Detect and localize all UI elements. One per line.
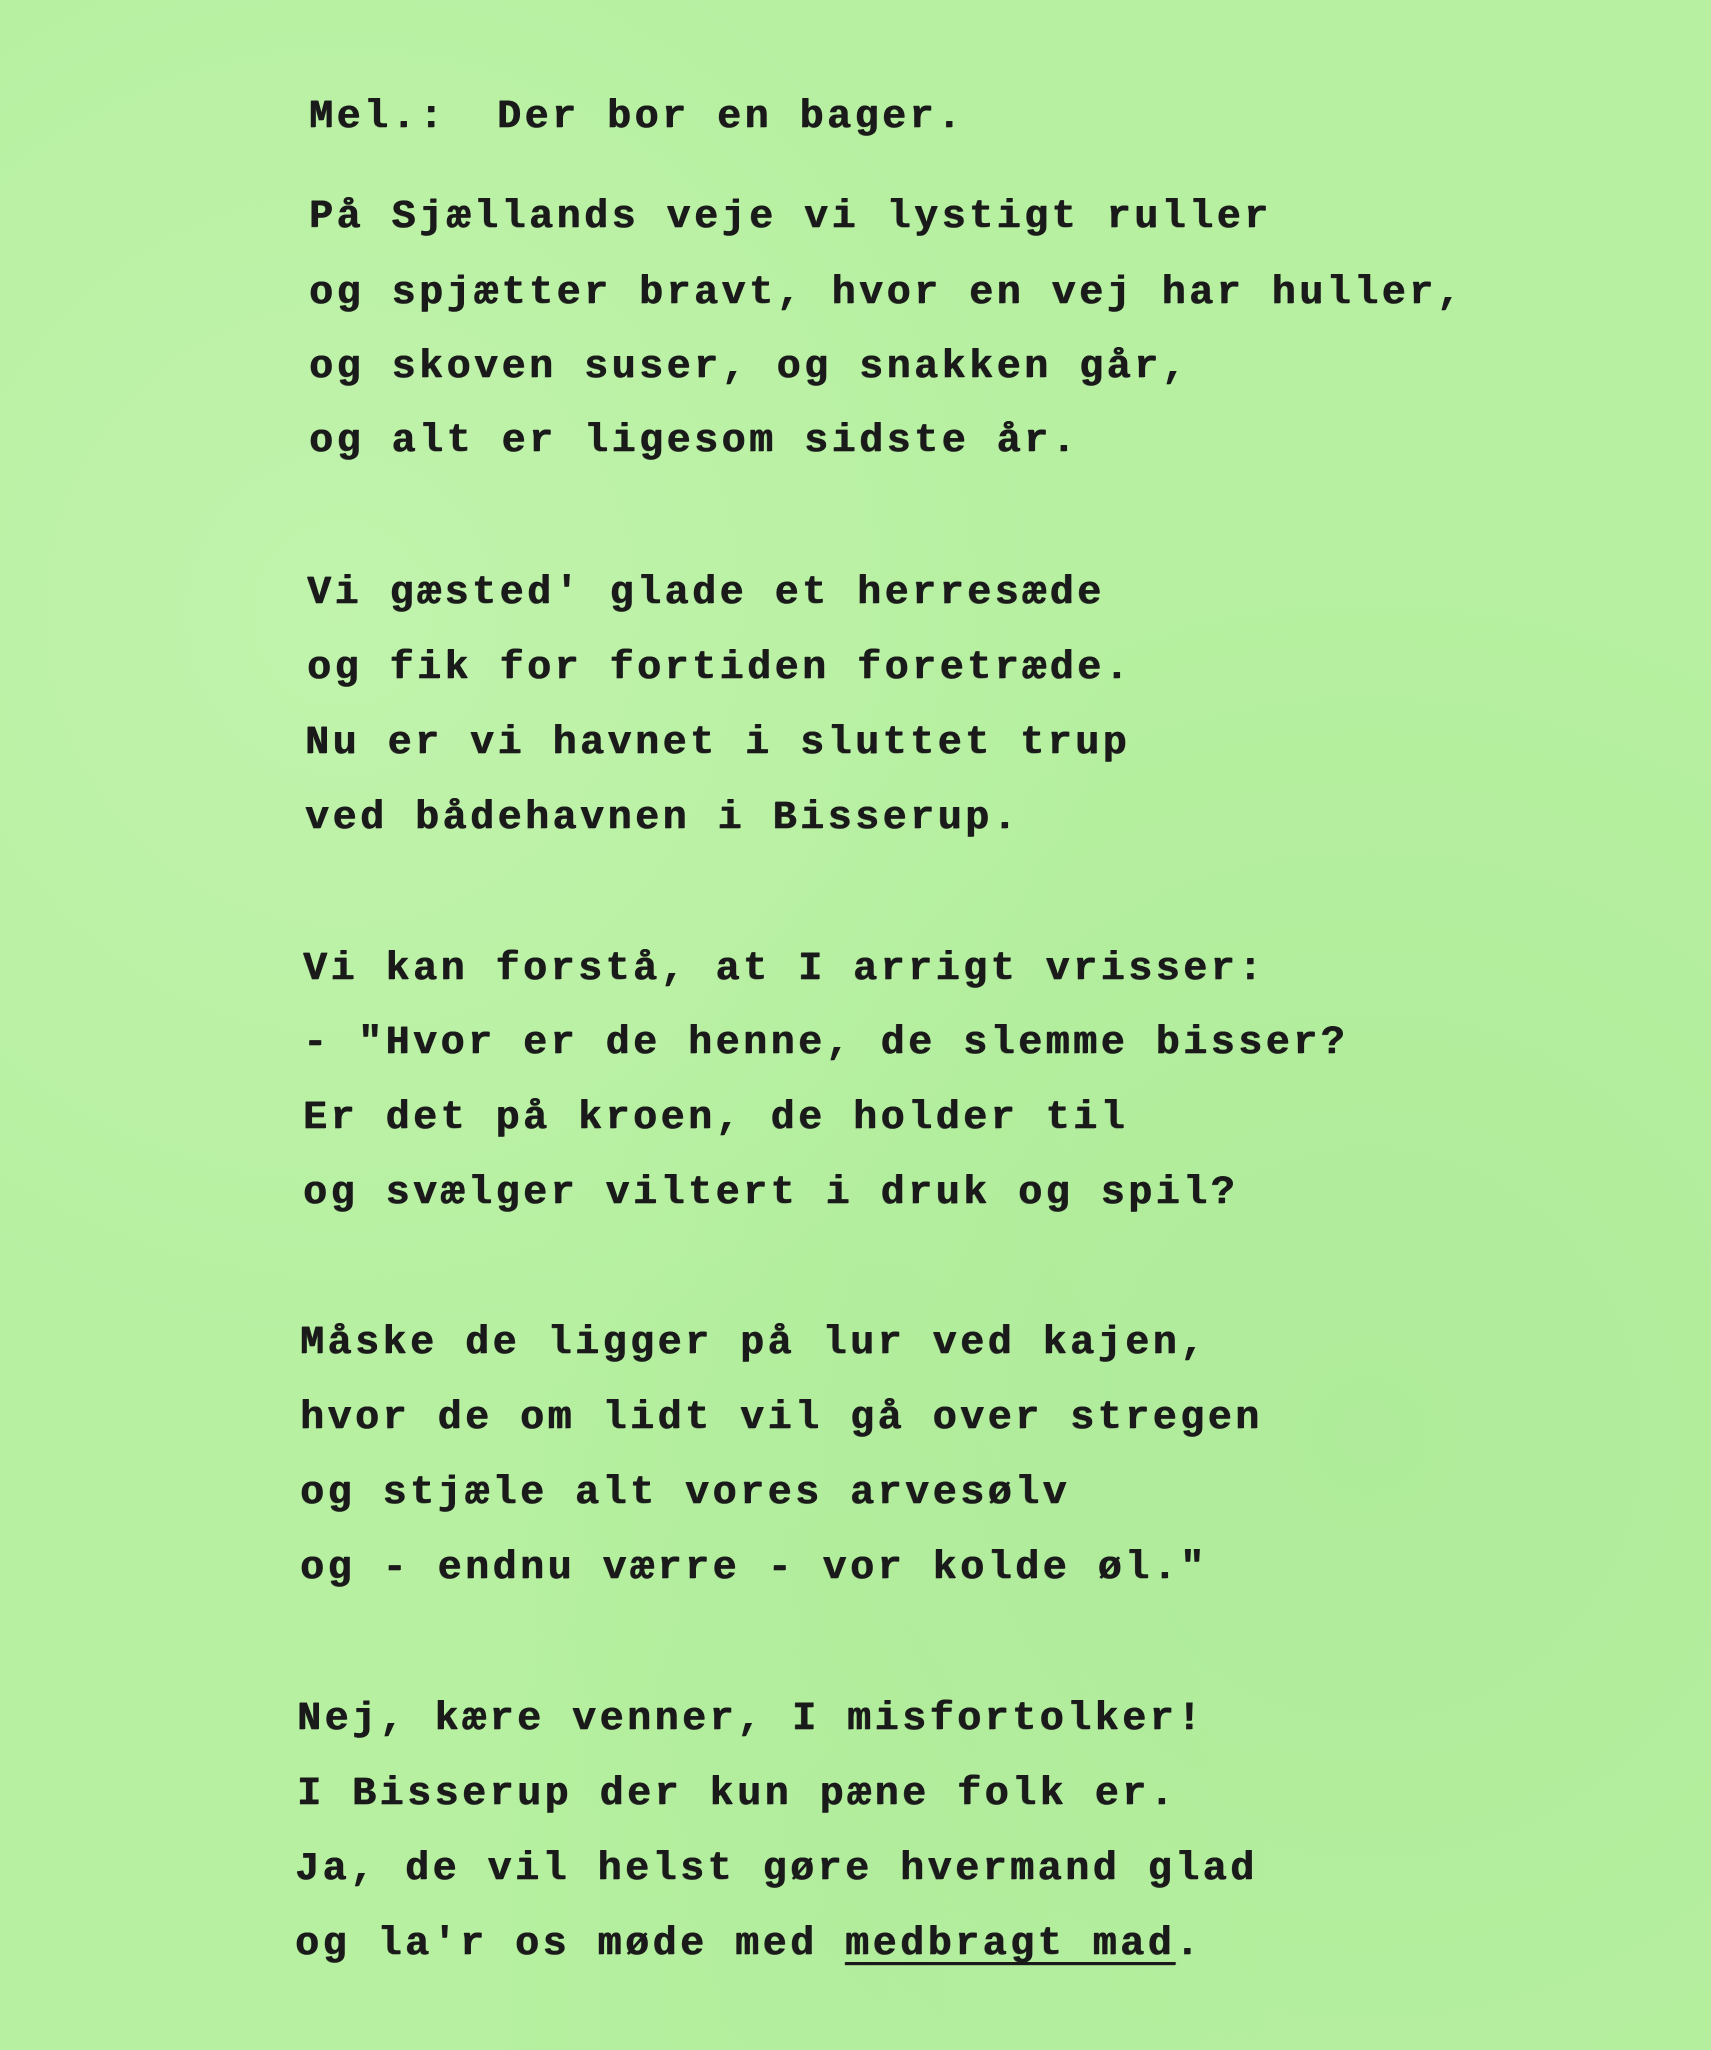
stanza-4-line-3: og stjæle alt vores arvesølv (300, 1471, 1071, 1516)
stanza-2-line-4: ved bådehavnen i Bisserup. (305, 796, 1021, 841)
stanza-1-line-2: og spjætter bravt, hvor en vej har huller, (309, 271, 1465, 316)
stanza-1-line-1: På Sjællands veje vi lystigt ruller (309, 195, 1272, 240)
stanza-4-line-4: og - endnu værre - vor kolde øl." (300, 1546, 1208, 1591)
stanza-3-line-1: Vi kan forstå, at I arrigt vrisser: (303, 947, 1266, 992)
stanza-5-line-1: Nej, kære venner, I misfortolker! (297, 1697, 1205, 1742)
stanza-3-line-3: Er det på kroen, de holder til (303, 1096, 1129, 1141)
melody-label: Mel.: (309, 95, 447, 140)
stanza-2-line-3: Nu er vi havnet i sluttet trup (305, 721, 1131, 766)
stanza-2-line-1: Vi gæsted' glade et herresæde (307, 571, 1105, 616)
stanza-5-line-3: Ja, de vil helst gøre hvermand glad (295, 1847, 1258, 1892)
stanza-5-line-4 (295, 1921, 1203, 1969)
stanza-2-line-2: og fik for fortiden foretræde. (307, 646, 1133, 691)
stanza-1-line-3: og skoven suser, og snakken går, (309, 345, 1190, 390)
stanza-1-line-4: og alt er ligesom sidste år. (309, 419, 1080, 464)
stanza-5-line-4-period: . (1175, 1922, 1203, 1967)
stanza-3-line-4: og svælger viltert i druk og spil? (303, 1171, 1239, 1216)
stanza-3-line-2: - "Hvor er de henne, de slemme bisser? (303, 1021, 1349, 1066)
underlined-phrase: medbragt mad (845, 1922, 1176, 1967)
stanza-5-line-4-text: og la'r os møde med (295, 1922, 846, 1967)
melody-title: Der bor en bager. (497, 95, 965, 140)
stanza-4-line-1: Måske de ligger på lur ved kajen, (300, 1321, 1208, 1366)
stanza-4-line-2: hvor de om lidt vil gå over stregen (300, 1396, 1263, 1441)
stanza-5-line-2: I Bisserup der kun pæne folk er. (297, 1772, 1178, 1817)
